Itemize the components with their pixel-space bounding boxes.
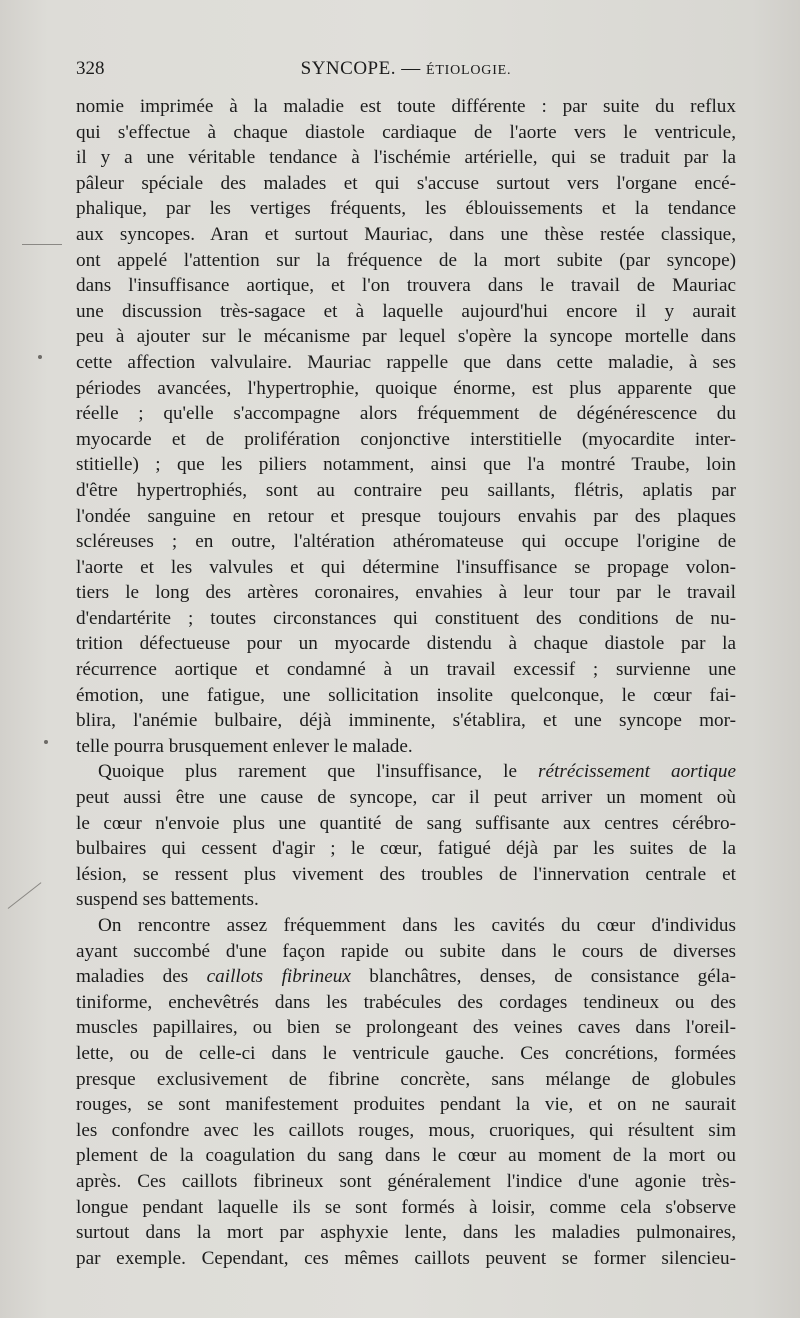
text-line: qui s'effectue à chaque diastole cardiaque de l'aorte vers le ventricule,	[76, 121, 736, 143]
text-line: longue pendant laquelle ils se sont formés à loisir, comme cela s'observe	[76, 1196, 736, 1218]
text-line: il y a une véritable tendance à l'ischémie artérielle, qui se traduit par la	[76, 147, 736, 169]
text-line: stitielle) ; que les piliers notamment, ainsi que l'a montré Traube, loin	[76, 454, 736, 476]
margin-dot	[44, 740, 48, 744]
text-line: nomie imprimée à la maladie est toute différente : par suite du reflux	[76, 96, 736, 117]
text-line: telle pourra brusquement enlever le malade.	[76, 735, 413, 757]
text-line: dans l'insuffisance aortique, et l'on trouvera dans le travail de Mauriac	[76, 275, 736, 297]
text-run: Quoique plus rarement que l'insuffisance, le	[98, 761, 517, 783]
text-line: lette, ou de celle-ci dans le ventricule gauche. Ces concrétions, formées	[76, 1042, 736, 1064]
text-line: d'être hypertrophiés, sont au contraire peu saillants, flétris, aplatis par	[76, 479, 736, 501]
text-line: périodes avancées, l'hypertrophie, quoique énorme, est plus apparente que	[76, 377, 736, 399]
text-line: une discussion très-sagace et à laquelle aujourd'hui encore il y aurait	[76, 300, 736, 322]
text-line	[76, 964, 736, 990]
text-line: pâleur spéciale des malades et qui s'accuse surtout vers l'organe encé-	[76, 172, 736, 194]
text-line	[76, 759, 736, 785]
text-line: récurrence aortique et condamné à un travail excessif ; survienne une	[76, 659, 736, 681]
text-line: peut aussi être une cause de syncope, car il peut arriver un moment où	[76, 787, 736, 809]
text-line: scléreuses ; en outre, l'altération athéromateuse qui occupe l'origine de	[76, 531, 736, 553]
text-line: phalique, par les vertiges fréquents, les éblouissements et la tendance	[76, 198, 736, 220]
text-line: aux syncopes. Aran et surtout Mauriac, dans une thèse restée classique,	[76, 223, 736, 245]
text-line: l'ondée sanguine en retour et presque toujours envahis par des plaques	[76, 505, 736, 527]
text-line: rouges, se sont manifestement produites pendant la vie, et on ne saurait	[76, 1094, 736, 1116]
text-line: l'aorte et les valvules et qui détermine l'insuffisance se propage volon-	[76, 556, 736, 578]
paragraph-1	[76, 94, 736, 759]
margin-pencil-mark	[22, 244, 62, 245]
text-line: ayant succombé d'une façon rapide ou subite dans le cours de diverses	[76, 940, 736, 962]
text-line: ont appelé l'attention sur la fréquence de la mort subite (par syncope)	[76, 249, 736, 271]
text-line: d'endartérite ; toutes circonstances qui constituent des conditions de nu-	[76, 607, 736, 629]
paragraph-2	[76, 759, 736, 913]
text-run: maladies des	[76, 966, 189, 988]
margin-dot	[38, 355, 42, 359]
text-line: cette affection valvulaire. Mauriac rappelle que dans cette maladie, à ses	[76, 351, 736, 373]
text-line: lésion, se ressent plus vivement des troubles de l'innervation centrale et	[76, 863, 736, 885]
body-text	[76, 94, 736, 1271]
margin-pencil-mark	[8, 882, 42, 909]
text-line: tiers le long des artères coronaires, envahies à leur tour par le travail	[76, 582, 736, 604]
text-line: tiniforme, enchevêtrés dans les trabécules des cordages tendineux ou des	[76, 991, 736, 1013]
page-number: 328	[76, 58, 105, 79]
italic-term: rétrécissement aortique	[538, 761, 736, 783]
text-line: peu à ajouter sur le mécanisme par lequel s'opère la syncope mortelle dans	[76, 326, 736, 348]
text-line: bulbaires qui cessent d'agir ; le cœur, fatigué déjà par les suites de la	[76, 838, 736, 860]
text-line: surtout dans la mort par asphyxie lente, dans les maladies pulmonaires,	[76, 1222, 736, 1244]
text-line: blira, l'anémie bulbaire, déjà imminente, s'établira, et une syncope mor-	[76, 710, 736, 732]
text-line: suspend ses battements.	[76, 889, 259, 911]
text-line: muscles papillaires, ou bien se prolongeant des veines caves dans l'oreil-	[76, 1017, 736, 1039]
text-line: par exemple. Cependant, ces mêmes caillots peuvent se former silencieu-	[76, 1247, 736, 1269]
paragraph-3	[76, 913, 736, 1271]
text-line: après. Ces caillots fibrineux sont généralement l'indice d'une agonie très-	[76, 1170, 736, 1192]
text-line: les confondre avec les caillots rouges, mous, cruoriques, qui résultent sim	[76, 1119, 736, 1141]
text-line: réelle ; qu'elle s'accompagne alors fréquemment de dégénérescence du	[76, 403, 736, 425]
running-header	[76, 58, 736, 88]
chapter-title: SYNCOPE.	[300, 58, 396, 79]
text-line: trition défectueuse pour un myocarde distendu à chaque diastole par la	[76, 633, 736, 655]
text-line: On rencontre assez fréquemment dans les cavités du cœur d'individus	[98, 915, 736, 936]
title-separator: —	[401, 58, 421, 79]
running-title	[76, 58, 736, 80]
section-subtitle: ÉTIOLOGIE.	[425, 63, 512, 78]
text-line: le cœur n'envoie plus une quantité de sang suffisante aux centres cérébro-	[76, 812, 736, 834]
italic-term: caillots fibrineux	[206, 966, 351, 988]
text-line: myocarde et de prolifération conjonctive interstitielle (myocardite inter-	[76, 428, 736, 450]
text-line: presque exclusivement de fibrine concrète, sans mélange de globules	[76, 1068, 736, 1090]
text-line: plement de la coagulation du sang dans le cœur au moment de la mort ou	[76, 1145, 736, 1167]
text-run: blanchâtres, denses, de consistance géla-	[369, 966, 737, 988]
text-line: émotion, une fatigue, une sollicitation insolite quelconque, le cœur fai-	[76, 684, 736, 706]
